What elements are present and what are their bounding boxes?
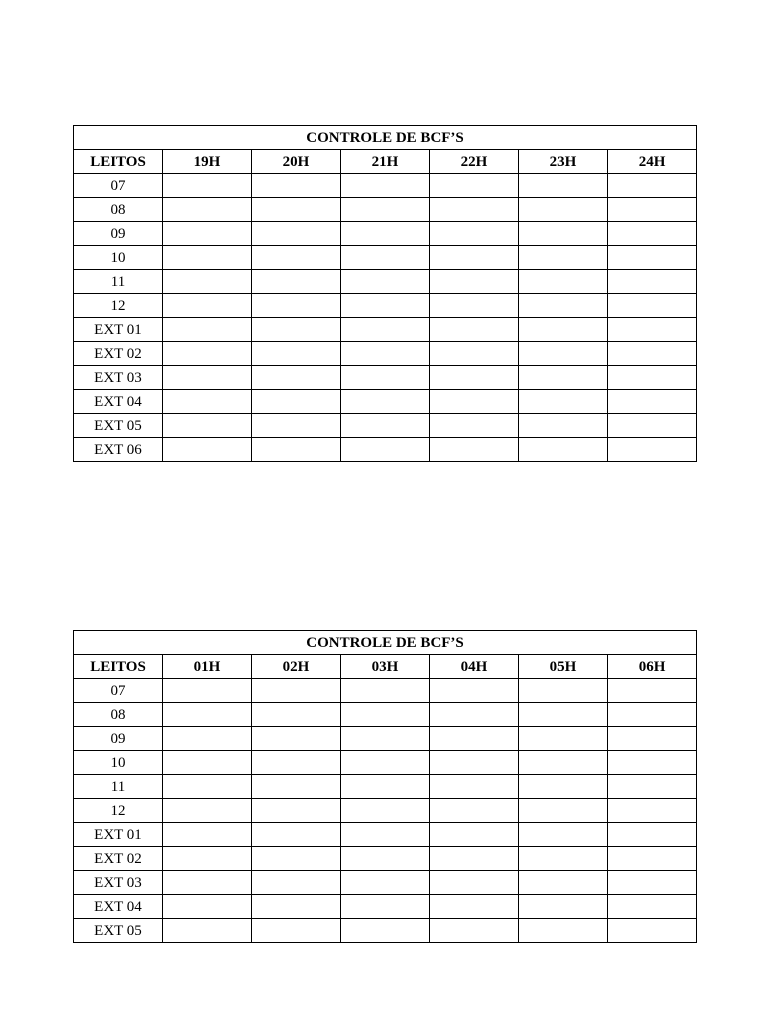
entry-cell[interactable] [430, 222, 519, 246]
entry-cell[interactable] [608, 414, 697, 438]
table-row [74, 799, 697, 823]
column-header-leitos: LEITOS [74, 655, 163, 679]
entry-cell[interactable] [430, 727, 519, 751]
entry-cell[interactable] [519, 799, 608, 823]
table-row [74, 342, 697, 366]
entry-cell[interactable] [341, 727, 430, 751]
entry-cell[interactable] [163, 198, 252, 222]
table-row [74, 318, 697, 342]
entry-cell[interactable] [430, 751, 519, 775]
bed-label: EXT 04 [74, 390, 163, 414]
entry-cell[interactable] [608, 318, 697, 342]
entry-cell[interactable] [430, 390, 519, 414]
entry-cell[interactable] [163, 871, 252, 895]
entry-cell[interactable] [608, 799, 697, 823]
table-row [74, 246, 697, 270]
entry-cell[interactable] [519, 895, 608, 919]
entry-cell[interactable] [608, 174, 697, 198]
column-header-hour: 06H [608, 655, 697, 679]
bed-label: 09 [74, 222, 163, 246]
entry-cell[interactable] [252, 438, 341, 462]
column-header-hour: 05H [519, 655, 608, 679]
entry-cell[interactable] [341, 847, 430, 871]
entry-cell[interactable] [163, 823, 252, 847]
entry-cell[interactable] [608, 727, 697, 751]
entry-cell[interactable] [163, 294, 252, 318]
entry-cell[interactable] [252, 823, 341, 847]
entry-cell[interactable] [430, 198, 519, 222]
entry-cell[interactable] [519, 438, 608, 462]
column-header-leitos: LEITOS [74, 150, 163, 174]
bed-label: EXT 04 [74, 895, 163, 919]
entry-cell[interactable] [252, 222, 341, 246]
entry-cell[interactable] [252, 679, 341, 703]
entry-cell[interactable] [430, 294, 519, 318]
entry-cell[interactable] [519, 871, 608, 895]
column-header-hour: 04H [430, 655, 519, 679]
entry-cell[interactable] [519, 775, 608, 799]
entry-cell[interactable] [430, 919, 519, 943]
bed-label: 11 [74, 775, 163, 799]
table-header-row [74, 150, 697, 174]
bcf-control-table-evening [73, 125, 697, 462]
entry-cell[interactable] [252, 174, 341, 198]
table-row [74, 198, 697, 222]
entry-cell[interactable] [341, 775, 430, 799]
entry-cell[interactable] [608, 679, 697, 703]
entry-cell[interactable] [608, 366, 697, 390]
bed-label: 07 [74, 174, 163, 198]
entry-cell[interactable] [341, 366, 430, 390]
entry-cell[interactable] [341, 270, 430, 294]
entry-cell[interactable] [519, 679, 608, 703]
entry-cell[interactable] [608, 246, 697, 270]
bed-label: EXT 05 [74, 414, 163, 438]
entry-cell[interactable] [252, 318, 341, 342]
entry-cell[interactable] [608, 871, 697, 895]
table-title-row [74, 126, 697, 150]
bed-label: EXT 03 [74, 366, 163, 390]
entry-cell[interactable] [519, 270, 608, 294]
entry-cell[interactable] [608, 438, 697, 462]
column-header-hour: 23H [519, 150, 608, 174]
entry-cell[interactable] [252, 342, 341, 366]
entry-cell[interactable] [430, 318, 519, 342]
bed-label: EXT 02 [74, 847, 163, 871]
entry-cell[interactable] [430, 895, 519, 919]
entry-cell[interactable] [519, 919, 608, 943]
table-row [74, 823, 697, 847]
table-row [74, 438, 697, 462]
entry-cell[interactable] [163, 246, 252, 270]
entry-cell[interactable] [163, 727, 252, 751]
table-row [74, 414, 697, 438]
bed-label: 10 [74, 751, 163, 775]
bed-label: 09 [74, 727, 163, 751]
table-title: CONTROLE DE BCF’S [74, 631, 697, 655]
table-header-row [74, 655, 697, 679]
entry-cell[interactable] [163, 390, 252, 414]
entry-cell[interactable] [163, 270, 252, 294]
bed-label: EXT 01 [74, 318, 163, 342]
entry-cell[interactable] [430, 799, 519, 823]
entry-cell[interactable] [519, 246, 608, 270]
entry-cell[interactable] [341, 751, 430, 775]
entry-cell[interactable] [430, 847, 519, 871]
entry-cell[interactable] [341, 414, 430, 438]
table-row [74, 390, 697, 414]
entry-cell[interactable] [519, 318, 608, 342]
entry-cell[interactable] [341, 895, 430, 919]
table-row [74, 679, 697, 703]
entry-cell[interactable] [341, 174, 430, 198]
entry-cell[interactable] [163, 751, 252, 775]
entry-cell[interactable] [252, 847, 341, 871]
entry-cell[interactable] [608, 270, 697, 294]
table-row [74, 895, 697, 919]
table-row [74, 222, 697, 246]
column-header-hour: 20H [252, 150, 341, 174]
entry-cell[interactable] [252, 198, 341, 222]
entry-cell[interactable] [608, 895, 697, 919]
entry-cell[interactable] [430, 414, 519, 438]
entry-cell[interactable] [252, 919, 341, 943]
entry-cell[interactable] [519, 751, 608, 775]
entry-cell[interactable] [252, 775, 341, 799]
entry-cell[interactable] [519, 198, 608, 222]
bed-label: EXT 05 [74, 919, 163, 943]
table-title-row [74, 631, 697, 655]
entry-cell[interactable] [163, 222, 252, 246]
entry-cell[interactable] [608, 198, 697, 222]
entry-cell[interactable] [252, 270, 341, 294]
entry-cell[interactable] [430, 366, 519, 390]
table-row [74, 727, 697, 751]
entry-cell[interactable] [608, 342, 697, 366]
entry-cell[interactable] [608, 294, 697, 318]
entry-cell[interactable] [608, 751, 697, 775]
entry-cell[interactable] [341, 222, 430, 246]
entry-cell[interactable] [163, 438, 252, 462]
entry-cell[interactable] [252, 895, 341, 919]
entry-cell[interactable] [519, 174, 608, 198]
entry-cell[interactable] [252, 366, 341, 390]
entry-cell[interactable] [252, 703, 341, 727]
entry-cell[interactable] [519, 847, 608, 871]
bed-label: 08 [74, 198, 163, 222]
entry-cell[interactable] [608, 919, 697, 943]
entry-cell[interactable] [341, 246, 430, 270]
entry-cell[interactable] [252, 414, 341, 438]
entry-cell[interactable] [341, 703, 430, 727]
table-row [74, 775, 697, 799]
table-row [74, 871, 697, 895]
entry-cell[interactable] [341, 198, 430, 222]
table-row [74, 919, 697, 943]
column-header-hour: 02H [252, 655, 341, 679]
bed-label: 07 [74, 679, 163, 703]
entry-cell[interactable] [252, 871, 341, 895]
entry-cell[interactable] [430, 438, 519, 462]
column-header-hour: 01H [163, 655, 252, 679]
entry-cell[interactable] [252, 390, 341, 414]
bed-label: 12 [74, 799, 163, 823]
entry-cell[interactable] [163, 342, 252, 366]
entry-cell[interactable] [430, 703, 519, 727]
bcf-control-table-night [73, 630, 697, 943]
entry-cell[interactable] [430, 270, 519, 294]
entry-cell[interactable] [341, 390, 430, 414]
entry-cell[interactable] [252, 751, 341, 775]
entry-cell[interactable] [519, 390, 608, 414]
entry-cell[interactable] [430, 775, 519, 799]
entry-cell[interactable] [341, 342, 430, 366]
entry-cell[interactable] [252, 294, 341, 318]
table-body [74, 174, 697, 462]
entry-cell[interactable] [519, 366, 608, 390]
entry-cell[interactable] [430, 679, 519, 703]
table-row [74, 366, 697, 390]
bed-label: EXT 06 [74, 438, 163, 462]
entry-cell[interactable] [163, 679, 252, 703]
entry-cell[interactable] [341, 294, 430, 318]
entry-cell[interactable] [608, 775, 697, 799]
entry-cell[interactable] [430, 342, 519, 366]
entry-cell[interactable] [608, 703, 697, 727]
entry-cell[interactable] [341, 919, 430, 943]
entry-cell[interactable] [252, 799, 341, 823]
entry-cell[interactable] [519, 222, 608, 246]
entry-cell[interactable] [519, 342, 608, 366]
entry-cell[interactable] [252, 727, 341, 751]
bed-label: EXT 02 [74, 342, 163, 366]
entry-cell[interactable] [608, 390, 697, 414]
entry-cell[interactable] [341, 871, 430, 895]
entry-cell[interactable] [430, 174, 519, 198]
entry-cell[interactable] [163, 414, 252, 438]
entry-cell[interactable] [519, 727, 608, 751]
column-header-hour: 03H [341, 655, 430, 679]
entry-cell[interactable] [163, 847, 252, 871]
entry-cell[interactable] [430, 823, 519, 847]
entry-cell[interactable] [163, 775, 252, 799]
entry-cell[interactable] [519, 703, 608, 727]
entry-cell[interactable] [252, 246, 341, 270]
table-row [74, 294, 697, 318]
bed-label: 10 [74, 246, 163, 270]
table-row [74, 174, 697, 198]
entry-cell[interactable] [430, 246, 519, 270]
entry-cell[interactable] [163, 174, 252, 198]
column-header-hour: 22H [430, 150, 519, 174]
entry-cell[interactable] [341, 679, 430, 703]
table-row [74, 751, 697, 775]
table-row [74, 270, 697, 294]
bed-label: 11 [74, 270, 163, 294]
bed-label: EXT 01 [74, 823, 163, 847]
entry-cell[interactable] [341, 799, 430, 823]
entry-cell[interactable] [341, 318, 430, 342]
table-row [74, 847, 697, 871]
entry-cell[interactable] [608, 823, 697, 847]
entry-cell[interactable] [430, 871, 519, 895]
bed-label: EXT 03 [74, 871, 163, 895]
entry-cell[interactable] [163, 895, 252, 919]
entry-cell[interactable] [163, 703, 252, 727]
column-header-hour: 24H [608, 150, 697, 174]
table-title: CONTROLE DE BCF’S [74, 126, 697, 150]
entry-cell[interactable] [163, 366, 252, 390]
table-body [74, 679, 697, 943]
entry-cell[interactable] [519, 823, 608, 847]
bed-label: 08 [74, 703, 163, 727]
entry-cell[interactable] [519, 414, 608, 438]
entry-cell[interactable] [519, 294, 608, 318]
entry-cell[interactable] [163, 318, 252, 342]
entry-cell[interactable] [341, 438, 430, 462]
entry-cell[interactable] [163, 799, 252, 823]
bed-label: 12 [74, 294, 163, 318]
column-header-hour: 21H [341, 150, 430, 174]
entry-cell[interactable] [163, 919, 252, 943]
entry-cell[interactable] [608, 222, 697, 246]
table-row [74, 703, 697, 727]
column-header-hour: 19H [163, 150, 252, 174]
entry-cell[interactable] [608, 847, 697, 871]
entry-cell[interactable] [341, 823, 430, 847]
